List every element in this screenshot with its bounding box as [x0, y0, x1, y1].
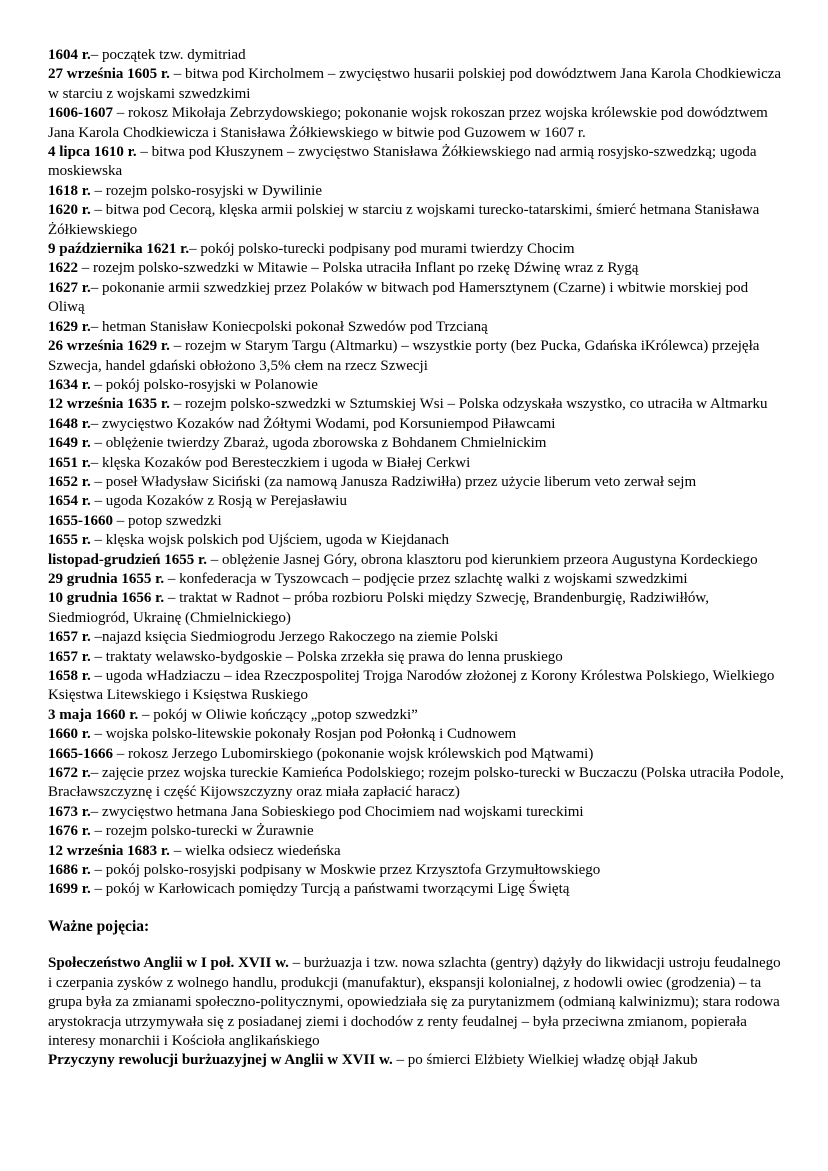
entry-date: 1649 r.: [48, 435, 91, 452]
timeline-entry: [48, 318, 788, 337]
entry-text: – pokój polsko-turecki podpisany pod murami twierdzy Chocim: [189, 241, 575, 258]
entry-date: 1604 r.: [48, 47, 91, 63]
timeline-entry: [48, 589, 788, 628]
entry-date: 1627 r.: [48, 279, 91, 296]
timeline-entry: [48, 65, 788, 104]
timeline-entry: [48, 803, 788, 822]
entry-date: 12 września 1635 r.: [48, 396, 170, 413]
entry-date: 1657 r.: [48, 648, 91, 665]
timeline-list: [48, 46, 788, 900]
entry-date: 1648 r.: [48, 415, 91, 432]
entry-text: – rokosz Mikołaja Zebrzydowskiego; pokonanie wojsk rokoszan przez wojska królewskie pod dowództwem Jana Karola Chodkiewicza i Stanisława Żółkiewskiego w bitwie pod Guzowem w 1607 r.: [48, 105, 768, 141]
entry-date: 1657 r.: [48, 629, 91, 646]
entry-text: – rozejm polsko-szwedzki w Sztumskiej Wsi – Polska odzyskała wszystko, co utraciła w Altmarku: [169, 396, 768, 413]
timeline-entry: [48, 842, 788, 861]
entry-text: – zwycięstwo hetmana Jana Sobieskiego pod Chocimiem nad wojskami tureckimi: [90, 803, 584, 820]
entry-text: – oblężenie twierdzy Zbaraż, ugoda zborowska z Bohdanem Chmielnickim: [90, 435, 547, 452]
entry-date: listopad-grudzień 1655 r.: [48, 551, 208, 568]
entry-date: 29 grudnia 1655 r.: [48, 570, 165, 587]
entry-date: 9 października 1621 r.: [48, 241, 190, 258]
entry-text: – ugoda Kozaków z Rosją w Perejasławiu: [90, 493, 347, 510]
entry-text: – bitwa pod Cecorą, klęska armii polskiej w starciu z wojskami turecko-tatarskimi, śmierć hetmana Stanisława Żółkiewskiego: [48, 202, 760, 238]
entry-date: 1686 r.: [48, 862, 91, 879]
entry-text: – zajęcie przez wojska tureckie Kamieńca Podolskiego; rozejm polsko-turecki w Buczaczu (Polska utraciła Podole, Bracławszczyznę i część Kijowszczyzny oraz miała zapłacić haracz): [48, 765, 784, 801]
entry-date: 1606-1607: [48, 105, 113, 122]
timeline-entry: [48, 667, 788, 706]
concept-text: – burżuazja i tzw. nowa szlachta (gentry) dążyły do likwidacji ustroju feudalnego i czerpania zysków z wolnego handlu, produkcji (manufaktur), ekspansji kolonialnej, z hodowli owiec (grodzenia) – ta grupa była za zmianami społeczno-politycznymi, opowiedziała się za purytanizmem (odmianą kalwinizmu); stara rodowa arystokracja utrzymywała się z posiadanej ziemi i dochodów z renty feudalnej – była przeciwna zmianom, popierała interesy monarchii i Kościoła anglikańskiego: [48, 955, 781, 1049]
timeline-entry: [48, 473, 788, 492]
timeline-entry: [48, 279, 788, 318]
entry-text: –najazd księcia Siedmiogrodu Jerzego Rakoczego na ziemie Polski: [90, 629, 499, 646]
timeline-entry: [48, 337, 788, 376]
entry-date: 1651 r.: [48, 454, 91, 471]
entry-text: – rozejm polsko-szwedzki w Mitawie – Polska utraciła Inflant po rzekę Dźwinę wraz z Rygą: [78, 260, 639, 277]
concept-entry: [48, 954, 788, 1051]
entry-text: – wojska polsko-litewskie pokonały Rosjan pod Połonką i Cudnowem: [90, 726, 517, 743]
timeline-entry: [48, 706, 788, 725]
timeline-entry: [48, 46, 788, 65]
timeline-entry: [48, 454, 788, 473]
timeline-entry: [48, 628, 788, 647]
entry-text: – poseł Władysław Siciński (za namową Janusza Radziwiłła) przez użycie liberum veto zerwał sejm: [90, 473, 697, 490]
timeline-entry: [48, 434, 788, 453]
timeline-entry: [48, 143, 788, 182]
timeline-entry: [48, 182, 788, 201]
concepts-list: [48, 954, 788, 1070]
entry-date: 1673 r.: [48, 803, 91, 820]
entry-text: – początek tzw. dymitriad: [90, 47, 246, 63]
entry-text: – klęska Kozaków pod Beresteczkiem i ugoda w Białej Cerkwi: [90, 454, 471, 471]
timeline-entry: [48, 512, 788, 531]
document-page: [48, 46, 788, 1071]
entry-date: 1622: [48, 260, 78, 277]
entry-date: 1620 r.: [48, 202, 91, 219]
entry-date: 10 grudnia 1656 r.: [48, 590, 165, 607]
entry-text: – traktat w Radnot – próba rozbioru Polski między Szwecję, Brandenburgię, Radziwiłłów, Siedmiogród, Ukrainę (Chmielnickiego): [48, 590, 710, 626]
concept-term: Społeczeństwo Anglii w I poł. XVII w.: [48, 955, 289, 972]
entry-date: 4 lipca 1610 r.: [48, 144, 137, 161]
entry-text: – pokój polsko-rosyjski podpisany w Moskwie przez Krzysztofa Grzymułtowskiego: [90, 862, 601, 879]
entry-date: 1629 r.: [48, 318, 91, 335]
entry-date: 1634 r.: [48, 376, 91, 393]
timeline-entry: [48, 570, 788, 589]
entry-text: – konfederacja w Tyszowcach – podjęcie przez szlachtę walki z wojskami szwedzkimi: [164, 570, 688, 587]
timeline-entry: [48, 861, 788, 880]
concepts-heading: Ważne pojęcia:: [48, 917, 150, 935]
entry-date: 1665-1666: [48, 745, 113, 762]
entry-text: – bitwa pod Kłuszynem – zwycięstwo Stanisława Żółkiewskiego nad armią rosyjsko-szwedzką; ugoda moskiewska: [48, 144, 757, 180]
entry-date: 27 września 1605 r.: [48, 66, 170, 83]
entry-text: – rokosz Jerzego Lubomirskiego (pokonanie wojsk królewskich pod Mątwami): [113, 745, 594, 762]
timeline-entry: [48, 104, 788, 143]
concept-entry: [48, 1051, 788, 1070]
timeline-entry: [48, 415, 788, 434]
entry-text: – pokój polsko-rosyjski w Polanowie: [90, 376, 318, 393]
timeline-entry: [48, 725, 788, 744]
entry-text: – bitwa pod Kircholmem – zwycięstwo husarii polskiej pod dowództwem Jana Karola Chodkiewicza w starciu z wojskami szwedzkimi: [48, 66, 782, 102]
timeline-entry: [48, 880, 788, 899]
entry-text: – rozejm polsko-rosyjski w Dywilinie: [90, 182, 323, 199]
entry-date: 1658 r.: [48, 668, 91, 684]
timeline-entry: [48, 822, 788, 841]
timeline-entry: [48, 531, 788, 550]
timeline-entry: [48, 240, 788, 259]
timeline-entry: [48, 492, 788, 511]
timeline-entry: [48, 395, 788, 414]
concept-text: – po śmierci Elżbiety Wielkiej władzę objął Jakub: [392, 1052, 698, 1069]
entry-text: – rozejm polsko-turecki w Żurawnie: [90, 823, 314, 840]
entry-text: – zwycięstwo Kozaków nad Żółtymi Wodami, pod Korsuniempod Piławcami: [90, 415, 556, 432]
entry-date: 1699 r.: [48, 881, 91, 898]
entry-text: – potop szwedzki: [113, 512, 222, 529]
entry-date: 26 września 1629 r.: [48, 338, 170, 355]
entry-date: 1655 r.: [48, 532, 91, 549]
entry-text: – ugoda wHadziaczu – idea Rzeczpospolitej Trojga Narodów złożonej z Korony Królestwa Polskiego, Wielkiego Księstwa Litewskiego i Księstwa Ruskiego: [48, 668, 775, 704]
entry-text: – oblężenie Jasnej Góry, obrona klasztoru pod kierunkiem przeora Augustyna Kordeckiego: [207, 551, 758, 568]
entry-date: 1672 r.: [48, 765, 91, 782]
timeline-entry: [48, 259, 788, 278]
entry-date: 1660 r.: [48, 726, 91, 743]
entry-text: – pokój w Oliwie kończący „potop szwedzki”: [138, 706, 418, 723]
entry-date: 1652 r.: [48, 473, 91, 490]
entry-text: – pokonanie armii szwedzkiej przez Polaków w bitwach pod Hamersztynem (Czarne) i wbitwie morskiej pod Oliwą: [48, 279, 749, 316]
entry-date: 1655-1660: [48, 512, 113, 529]
timeline-entry: [48, 764, 788, 803]
timeline-entry: [48, 376, 788, 395]
entry-date: 3 maja 1660 r.: [48, 706, 139, 723]
entry-text: – klęska wojsk polskich pod Ujściem, ugoda w Kiejdanach: [90, 532, 450, 549]
entry-date: 1654 r.: [48, 493, 91, 510]
entry-text: – wielka odsiecz wiedeńska: [169, 842, 341, 859]
timeline-entry: [48, 745, 788, 764]
entry-date: 1618 r.: [48, 182, 91, 199]
entry-text: – traktaty welawsko-bydgoskie – Polska zrzekła się prawa do lenna pruskiego: [90, 648, 563, 665]
entry-date: 1676 r.: [48, 823, 91, 840]
timeline-entry: [48, 648, 788, 667]
entry-date: 12 września 1683 r.: [48, 842, 170, 859]
entry-text: – hetman Stanisław Koniecpolski pokonał Szwedów pod Trzcianą: [90, 318, 488, 335]
entry-text: – pokój w Karłowicach pomiędzy Turcją a państwami tworzącymi Ligę Świętą: [90, 881, 570, 898]
timeline-entry: [48, 551, 788, 570]
entry-text: – rozejm w Starym Targu (Altmarku) – wszystkie porty (bez Pucka, Gdańska iKrólewca) przejęła Szwecja, handel gdański obłożono 3,5% cłem na rzecz Szwecji: [48, 338, 760, 374]
concept-term: Przyczyny rewolucji burżuazyjnej w Anglii w XVII w.: [48, 1052, 393, 1069]
timeline-entry: [48, 201, 788, 240]
